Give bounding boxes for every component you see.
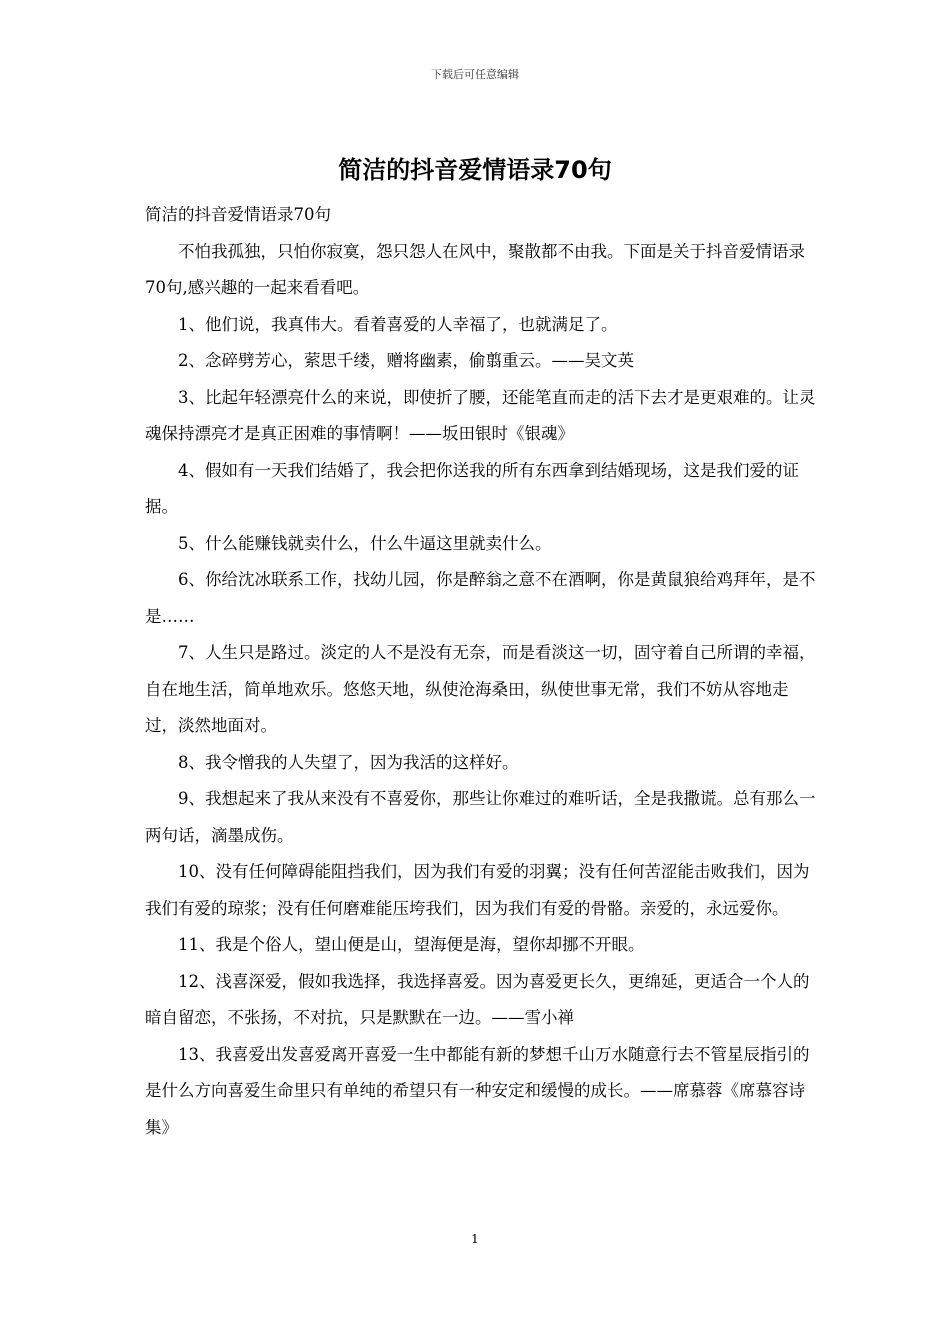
page-header: 下载后可任意编辑 bbox=[431, 68, 519, 81]
intro-paragraph: 不怕我孤独，只怕你寂寞，怨只怨人在风中，聚散都不由我。下面是关于抖音爱情语录70句,感兴趣的一起来看看吧。 bbox=[145, 241, 805, 297]
quote-item: 4、假如有一天我们结婚了，我会把你送我的所有东西拿到结婚现场，这是我们爱的证据。 bbox=[145, 460, 799, 516]
quote-item: 3、比起年轻漂亮什么的来说，即使折了腰，还能笔直而走的活下去才是更艰难的。让灵魂保持漂亮才是真正困难的事情啊！——坂田银时《银魂》 bbox=[145, 387, 816, 443]
quote-item: 13、我喜爱出发喜爱离开喜爱一生中都能有新的梦想千山万水随意行去不管星辰指引的是什么方向喜爱生命里只有单纯的希望只有一种安定和缓慢的成长。——席慕蓉《席慕容诗集》 bbox=[145, 1044, 810, 1137]
quote-item: 8、我令憎我的人失望了，因为我活的这样好。 bbox=[178, 752, 519, 772]
quote-item: 1、他们说，我真伟大。看着喜爱的人幸福了，也就满足了。 bbox=[178, 314, 618, 334]
page-number: 1 bbox=[471, 1232, 479, 1246]
quote-item: 9、我想起来了我从来没有不喜爱你，那些让你难过的难听话，全是我撒谎。总有那么一两句话，滴墨成伤。 bbox=[145, 789, 816, 845]
document-subtitle: 简洁的抖音爱情语录70句 bbox=[145, 205, 331, 224]
document-body bbox=[145, 197, 821, 1146]
document-title: 简洁的抖音爱情语录70句 bbox=[338, 156, 612, 184]
quote-item: 6、你给沈冰联系工作，找幼儿园，你是醉翁之意不在酒啊，你是黄鼠狼给鸡拜年，是不是…… bbox=[145, 570, 816, 626]
quote-item: 5、什么能赚钱就卖什么，什么牛逼这里就卖什么。 bbox=[178, 533, 552, 553]
quote-item: 7、人生只是路过。淡定的人不是没有无奈，而是看淡这一切，固守着自己所谓的幸福，自在地生活，简单地欢乐。悠悠天地，纵使沧海桑田，纵使世事无常，我们不妨从容地走过，淡然地面对。 bbox=[145, 643, 816, 735]
quote-item: 11、我是个俗人，望山便是山，望海便是海，望你却挪不开眼。 bbox=[178, 935, 645, 954]
quote-item: 2、念碎劈芳心，萦思千缕，赠将幽素，偷翦重云。——吴文英 bbox=[178, 351, 634, 370]
quote-item: 12、浅喜深爱，假如我选择，我选择喜爱。因为喜爱更长久，更绵延，更适合一个人的暗自留恋，不张扬，不对抗，只是默默在一边。——雪小禅 bbox=[145, 971, 810, 1027]
quote-item: 10、没有任何障碍能阻挡我们，因为我们有爱的羽翼；没有任何苦涩能击败我们，因为我们有爱的琼浆；没有任何磨难能压垮我们，因为我们有爱的骨骼。亲爱的，永远爱你。 bbox=[145, 862, 810, 918]
